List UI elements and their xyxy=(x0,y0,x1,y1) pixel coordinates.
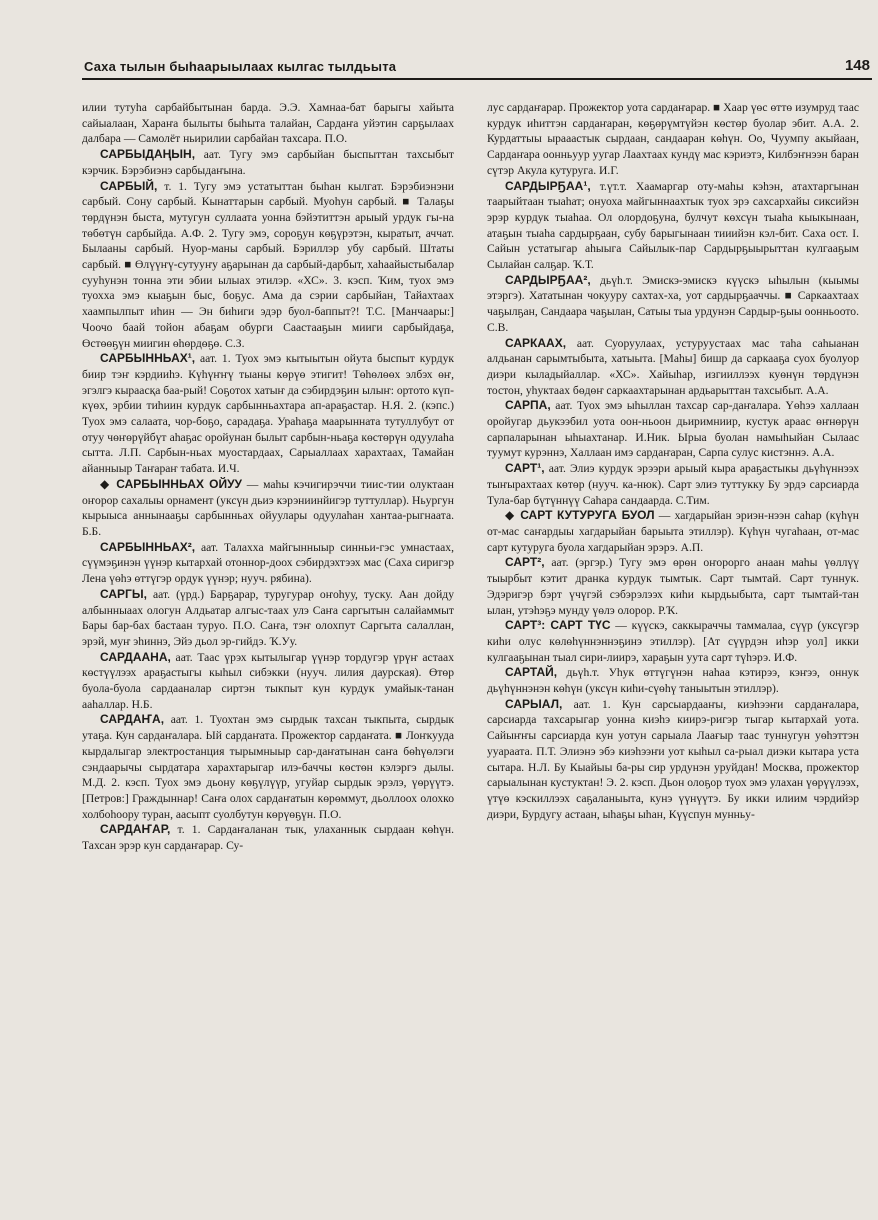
entry-text: — хагдарыйан эриэн-нээн саһар (күһүн от-мас саҥардыы хагдарыйан барыыта этиллэр). Күһүн чугаһаан, от-мас сарт кутуруга буола хагдарыйан эрэрэ. А.П. xyxy=(487,509,859,554)
dictionary-entry xyxy=(82,147,454,178)
right-column xyxy=(487,100,859,1200)
dictionary-entry xyxy=(487,336,859,399)
entry-headword: САРКААХ, xyxy=(505,335,567,350)
dictionary-entry xyxy=(487,508,859,555)
dictionary-entry xyxy=(487,461,859,508)
entry-headword: САРГЫ, xyxy=(100,586,147,601)
entry-text: аат. (үрд.) Барҕарар, туругурар оҥоһуу, туску. Аан дойду албынныаах ологун Алдьатар алгыс-таах улэ Саҥа саргытын салайаммыт Бары бар-бах бастаан туруо. П.О. Саҥа, тэҥ олохпут Саргыта салаллан, эрэй, муҥ эһиннэ, Эйэ дьол эр-гийдэ. Ҡ.Уу. xyxy=(82,587,454,648)
dictionary-entry xyxy=(487,697,859,823)
entry-text: аат. 1. Кун сарсыардааҥы, киэһээҥи сардаҥалара, сарсиарда тахсарыгар уонна киэһэ киирэ-ригэр тыгар кытархай уота. Сайыҥҥы сарсиарда кун уотун сарыала Лаағыр таас туннугун уөһэттэн ууараата. П.Т. Элиэнэ эбэ киэһээҥи уот кыһыл са-рыал диэки кытара уста сытара. Н.Л. Бу Кыайыы ба-ры сир урдунэн уруйдан! Москва, прожектор сарыалынан кустуктан! Э. 2. кэсп. Дьон олоҕор туох эмэ улахан үөрүүлээх, үтүө кэскиллээх саҕаланыыта, кунэ үүнүүтэ. Бу икки илиим чэрдийэр диэри, Бурдугу астаан, ыһаҕы ыһан, Күүспун мунньу- xyxy=(487,697,859,821)
entry-headword: ◆ САРТ КУТУРУГА БУОЛ xyxy=(505,508,655,523)
entry-headword: САРДЫРҔАА², xyxy=(505,272,591,287)
entry-text: аат. Элиэ курдук эрээри арыый кыра араҕастыкы дьүһүннээх тыҥырахтаах көтөр (нууч. ка-нюк). Сарт элиэ туттукку Бу эрдэ сарсиарда Тула-бар бүтүннүү Саһара сандаарда. С.Тим. xyxy=(487,462,859,507)
entry-headword: САРДЫРҔАА¹, xyxy=(505,178,591,193)
dictionary-entry xyxy=(487,665,859,696)
dictionary-entry xyxy=(487,398,859,461)
entry-headword: САРБЫЙ, xyxy=(100,178,158,193)
dictionary-entry xyxy=(487,179,859,273)
entry-headword: САРДААНА, xyxy=(100,649,171,664)
entry-text: дьүһ.т. Уһук өттүгүнэн наһаа кэтирээ, кэҥээ, оннук дьүһүннэнэн көһүн (уксүн киһи-сүөһү таныытын этиллэр). xyxy=(487,666,859,696)
dictionary-entry xyxy=(82,179,454,352)
entry-text: т. 1. Тугу эмэ устатыттан быһан кылгат. Бэрэбиэнэни сарбый. Сону сарбый. Кынаттарын сарбый. Муоһун сарбый. ■ Талаҕы төрдүнэн быста, мутугун суллаата уонна бэйэтиттэн арыый урдук гы-на төбөтүн сарбыйда. А.Ф. 2. Тугу эмэ, сороҕун көҕүрэтэн, кыратыт, аччат. Былааны сарбый. Нуор-маны сарбый. Бэриллэр убу сарбый. Штаты сарбый. ■ Өлүүҥү-сутууҥу аҕарынан да сарбый-дарбыт, хаһаайыстыбалар сууһунэн тонна эти эбии ылыах этилэр. «ХС». 3. кэсп. Ҡим, туох эмэ туохха эмэ кыаҕын быс, боҕус. Ама да сэрии сарбыйан, Тайахтаах хаампылпыт иһин — Эн биһиги эдэр буол-баппыт?! Т.С. [Манчаары:] Чоочо баай тойон абаҕам обурги Саастааҕын мииги сарбыйдаҕа, Өстөөҕүн миигин өһөрдөҕө. С.З. xyxy=(82,179,454,350)
entry-headword: САРБЫННЬАХ¹, xyxy=(100,351,196,366)
dictionary-entry xyxy=(82,822,454,853)
dictionary-entry xyxy=(82,351,454,477)
page-number: 148 xyxy=(844,57,870,74)
dictionary-entry xyxy=(82,540,454,587)
entry-headword: ◆ САРБЫННЬАХ ОЙУУ xyxy=(100,476,243,491)
entry-text: лус сардаҥарар. Прожектор уота сардаҥарар. ■ Хаар үөс өттө изумруд таас курдук иһиттэн сардаҥаран, көҕөрүмтүйэн көстөр буолар эбит. А.А. 2. Курдаттыы ырааастык сырдаан, сандааран көһүн. Оо, Чуумпу акыйаан, Сардаҥара оонньуур уугар Лаахтаах кундү мас кэриэтэ, Килбэҥнээн баран сүтэр Акула кутуруга. И.Г. xyxy=(487,101,859,177)
entry-text: аат. Талахха майгынныыр синньи-гэс умнастаах, сүүмэҕинэн үүнэр кытархай отоннор-доох сэбирдэхтээх мас (Саха сиригэр Лена үөһэ өттүгэр ордук үүнэр; нууч. рябина). xyxy=(82,540,454,586)
dictionary-entry xyxy=(82,477,454,540)
dictionary-entry xyxy=(82,712,454,822)
entry-continuation xyxy=(487,100,859,179)
dictionary-entry xyxy=(487,618,859,665)
entry-headword: САРПА, xyxy=(505,398,551,413)
entry-headword: САРБЫННЬАХ², xyxy=(100,539,196,554)
left-column xyxy=(82,100,454,1200)
entry-headword: САРТ², xyxy=(505,555,545,570)
dictionary-entry xyxy=(487,273,859,336)
dictionary-entry xyxy=(82,650,454,713)
running-title: Саха тылын быһаарыылаах кылгас тылдьыта xyxy=(84,59,397,74)
entry-headword: САРДАҤА, xyxy=(100,712,165,727)
entry-text: т.үт.т. Хаамаргар оту-маһы кэһэн, атахтаргынан таарыйтаан тыаһат; онуоха майгыннаахтык туох эрэ сахсархайы сиксийэн эрэр курдук тыаһаа. Ол олордоҕуна, булчут көхсүн тыаһа кыыкынаан, атаҕын тыаһа сардырҕаан, субу барыгынаан тииийэн кэл-бит. Саха ост. I. Сайын устатыгар аһыыга Сайылык-пар Сардырҕыырыттан кулгааҕым Сылайан салҕар. Ҡ.Т. xyxy=(487,179,859,272)
entry-headword: САРЫАЛ, xyxy=(505,696,563,711)
entry-text: аат. (эргэр.) Тугу эмэ өрөн оҥорорго анаан маһы үөллүү тыырбыт кэтит дранка курдук тымтык. Сарт тымтай. Сарт туннук. Эдэригэр бэрт үчүгэй сэбэрэлээх киһи кырдьыбыта, сарт тымтай-тан ылан, утэһэҕэ мунду үөлэ олорор. Р.Ҡ. xyxy=(487,556,859,617)
entry-text: аат. Таас үрэх кытылыгар үүнэр тордугэр үрүҥ астаах көстүүлээх араҕастыгы кыһыл сибэкки (нууч. лилия даурская). Өтөр буола-буола сардааналар сиртэн тыкпыт кун курдук умайык-танан ааһаллар. Н.Б. xyxy=(82,650,454,711)
entry-text: — маһы кэчигирэччи тиис-тии олуктаан оҥорор сахалыы орнамент (уксүн дьиэ кэрэниинйигэр туттуллар). Ньургун кырыыса аннынааҕы сарбынньах ойуулары одуулаһан хантаа-рыгнаата. Б.Б. xyxy=(82,477,454,538)
entry-text: — күүскэ, саккыраччы таммалаа, сүүр (уксүгэр киһи олус көлөһүннэннэҕинэ этиллэр). [Ат сүүрдэн иһэр уол] икки кулгааҕынан тыал сири-лиирэ, хараҕын уута сарт түһэрэ. И.Ф. xyxy=(487,619,859,664)
entry-text: дьүһ.т. Эмискэ-эмискэ күүскэ ыһылын (кыымы этэргэ). Хататынан чокууру сахтах-ха, уот сардырҕааччы. ■ Саркаахтаах чаҕылҕан, Сандаара чаҕылан, Сатыы тыа урдунэн Сардыр-ҕыы оонньоото. С.В. xyxy=(487,273,859,334)
entry-headword: САРТ³: САРТ ТҮС xyxy=(505,618,611,633)
entry-text: аат. 1. Туох эмэ кытыытын ойута быспыт курдук биир тэҥ кэрдииһэ. Күһүҥҥү тыаны көрүө этигит! Төһөлөөх элбэх өҥ, эгэлгэ кыраасқа баа-рый! Соҕотох хатыҥ да сэбирдэҕин ылыҥ: ортото күп-күөх, эрбии тиһиин курдук сарбынньахтара ап-араҕастар. Н.Я. 2. (кэпс.) Туох эмэ салаата, чор-боҕо, сарадаҕа. Ураһаҕа маарынната тутуллубут от отуу чөҥөрүйбүт аһаҕас оройунан былыт сарбын-ньаҕа көстөрүн одуулаһа сытта. Л.П. Сарбын-ньах муостардаах, Сарыаллаах харахтаах, Тамайан айанныыр Таҥараҥ табата. И.Ч. xyxy=(82,352,454,476)
dictionary-entry xyxy=(82,587,454,650)
entry-headword: САРТ¹, xyxy=(505,461,545,476)
entry-continuation xyxy=(82,100,454,147)
page-header xyxy=(82,56,872,80)
entry-headword: САРДАҤАР, xyxy=(100,822,171,837)
entry-text: аат. Тугу эмэ сарбыйан быспыттан тахсыбыт кэрчик. Бэрэбиэнэ сарбыдаҥына. xyxy=(82,148,454,177)
entry-text: илии тутуһа сарбайбытынан барда. Э.Э. Хамнаа-бат барыгы хайыта сайыалаан, Хараҥа былыты быһыта талайан, Сардаҥа уйэтин сарҕылаах далбара — Самолёт ньирилии сарбайан тахсара. П.О. xyxy=(82,101,454,146)
dictionary-entry xyxy=(487,555,859,618)
entry-headword: САРТАЙ, xyxy=(505,665,558,680)
entry-text: аат. Суоруулаах, устуруустаах мас таһа саһыанан алдьанан сарымтыбыта, хатыыта. [Маһы] бишр да саркааҕа суох буолуор диэри кыладыйаллар. «ХС». Хайыһар, изгииллээх куөнүн төрдүнэн тостон, уһуктаах бөдөҥ саркаахтарынан ардьарыттан тахсыбыт. А.А. xyxy=(487,336,859,397)
entry-text: аат. Туох эмэ ыһыллан тахсар сар-даҥалара. Үөһээ халлаан оройугар дьукээбил уота оон-ньоон дьиримниир, кустук араас өҥнөрүн сарпаларынан ыһыахтанар. И.Ник. Ырыа буолан намыһыйан Сылаас туумут курэннэ, Халлаан имэ сардаҥаран, Сарпа сулус кистэннэ. А.А. xyxy=(487,399,859,460)
entry-text: аат. 1. Туохтан эмэ сырдык тахсан тыкпыта, сырдык утаҕа. Кун сардаҥалара. Ый сардаҥата. Прожектор сардаҥата. ■ Лоҥкууда кырдалыгар электростанция тырымныыр сар-даҥатынан саҥа бөһүөлэги сэндаарычы сырдатара харахтарыгар илэ-баччы көстөн кэлэргэ дылы. М.Д. 2. кэсп. Туох эмэ дьону көҕүлүүр, угуйар сырдык эрэлэ, үөрүүтэ. [Петров:] Граждыннар! Саҥа олох сардаҥатын көрөммут, дьоллоох олохко холбоһоору туран, аасыпт суолбутун көрүөҕүн. П.О. xyxy=(82,713,454,821)
entry-text: т. 1. Сардаҥаланан тык, улаханнык сырдаан көһүн. Тахсан эрэр кун сардаҥарар. Су- xyxy=(82,823,454,853)
entry-headword: САРБЫДАҢЫН, xyxy=(100,147,196,162)
